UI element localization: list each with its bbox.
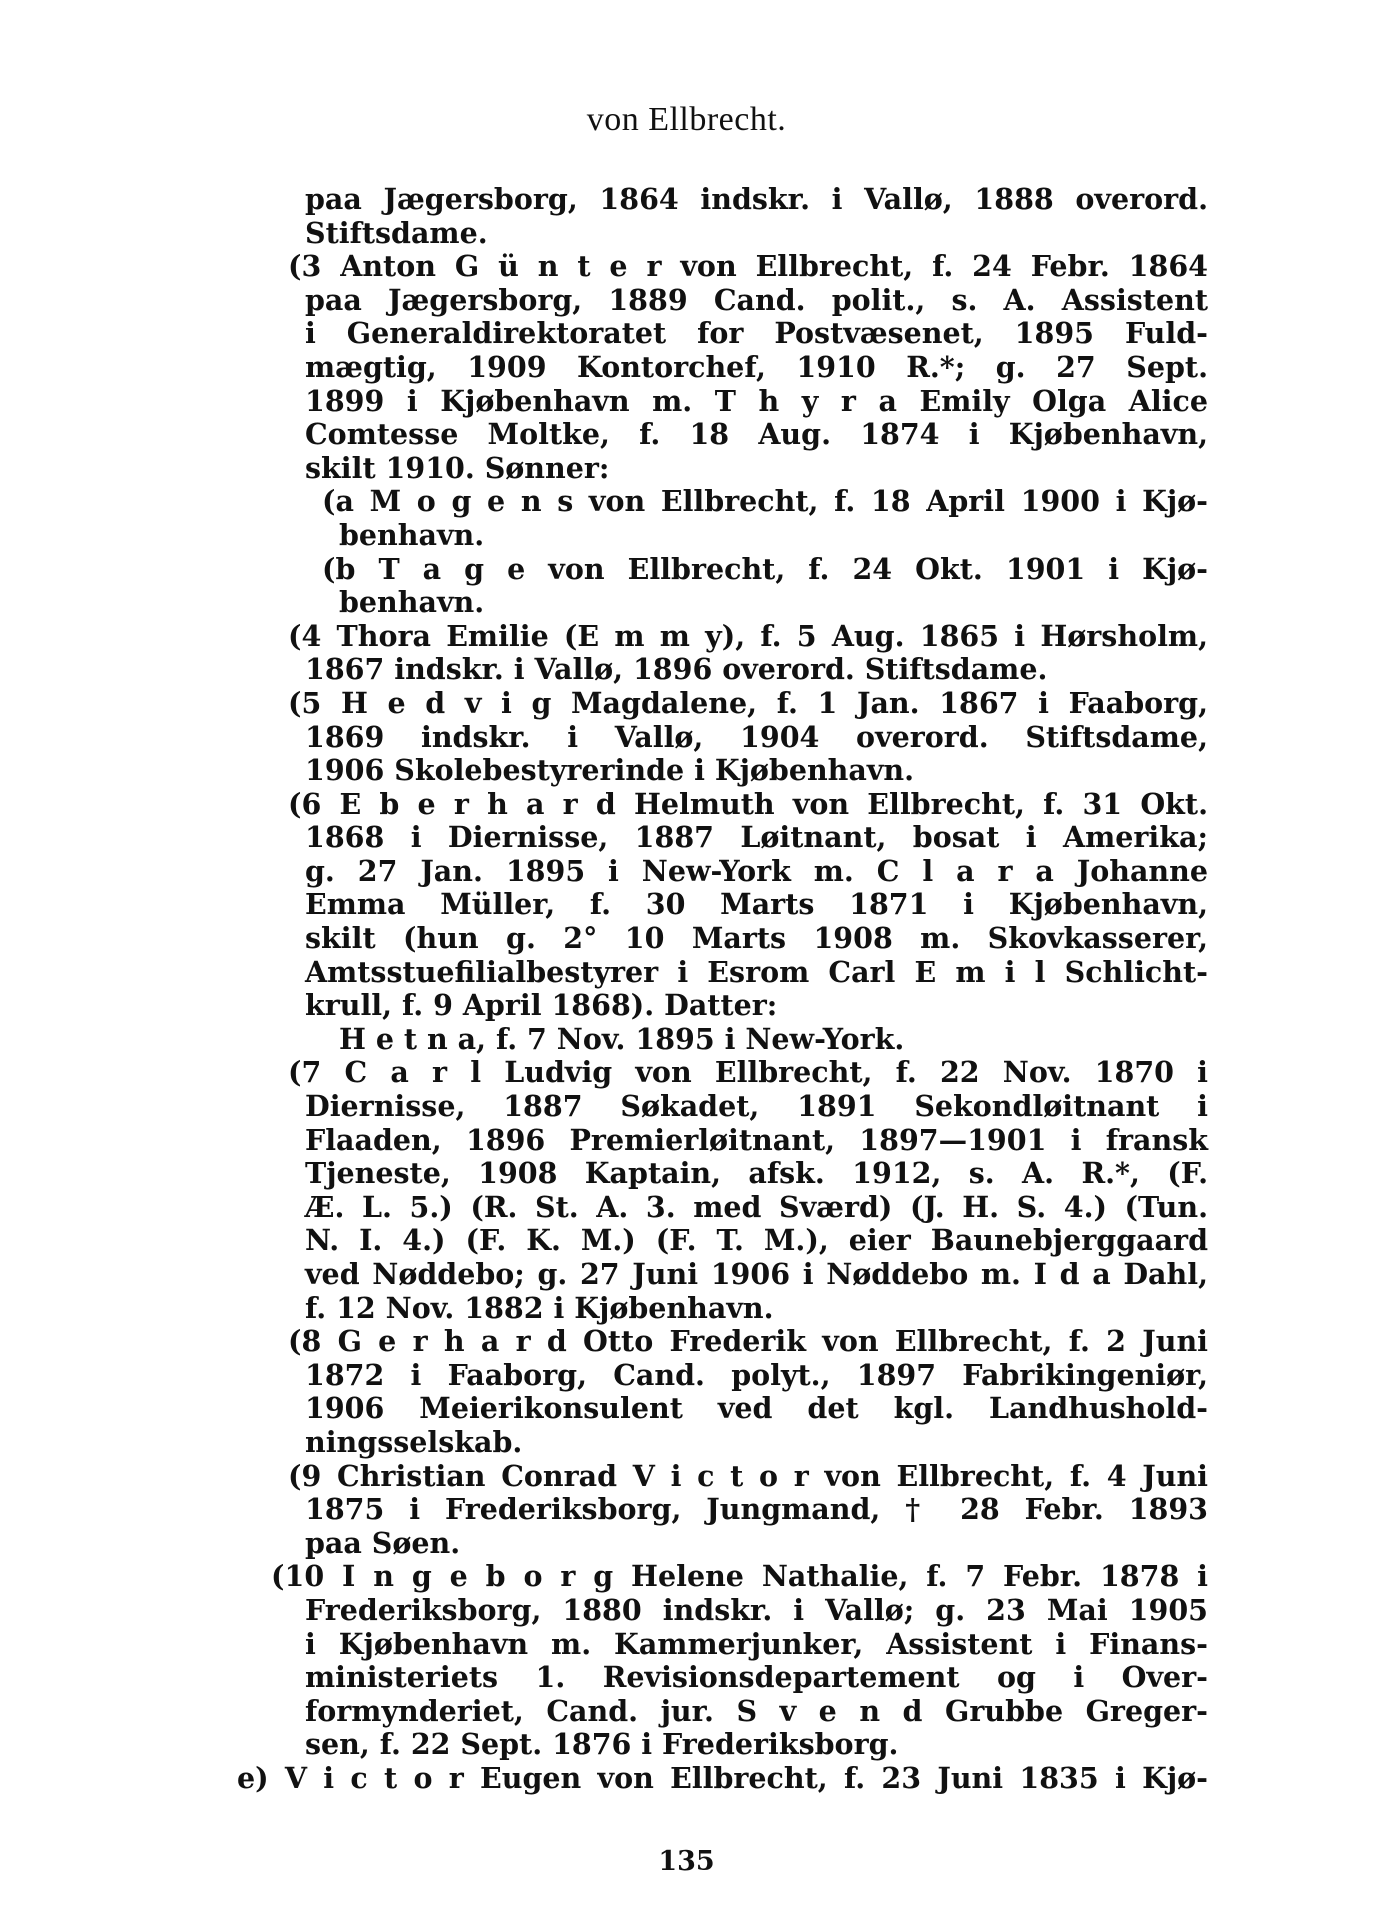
- text-line: 1875 i Frederiksborg, Jungmand, † 28 Febr. 1893: [305, 1492, 1208, 1527]
- text-line: ved Nøddebo; g. 27 Juni 1906 i Nøddebo m. I d a Dahl,: [305, 1257, 1208, 1291]
- text-line: 1868 i Diernisse, 1887 Løitnant, bosat i Amerika;: [305, 820, 1208, 855]
- text-line: benhavn.: [339, 517, 485, 552]
- text-line: i Kjøbenhavn m. Kammerjunker, Assistent i Finans-: [305, 1626, 1208, 1661]
- text-line: Comtesse Moltke, f. 18 Aug. 1874 i Kjøbenhavn,: [305, 417, 1208, 452]
- text-line: 1867 indskr. i Vallø, 1896 overord. Stiftsdame.: [305, 652, 1048, 687]
- text-line: 1872 i Faaborg, Cand. polyt., 1897 Fabrikingeniør,: [305, 1357, 1208, 1392]
- text-line: Flaaden, 1896 Premierløitnant, 1897—1901 i fransk: [305, 1122, 1208, 1157]
- text-line: (8 G e r h a r d Otto Frederik von Ellbrecht, f. 2 Juni: [288, 1324, 1208, 1359]
- text-line: Stiftsdame.: [305, 215, 488, 250]
- page-number: 135: [658, 1846, 715, 1877]
- text-line: (7 C a r l Ludvig von Ellbrecht, f. 22 Nov. 1870 i: [288, 1055, 1208, 1090]
- text-line: H e t n a, f. 7 Nov. 1895 i New-York.: [339, 1021, 905, 1056]
- text-line: (4 Thora Emilie (E m m y), f. 5 Aug. 1865 i Hørsholm,: [288, 618, 1208, 653]
- text-line: g. 27 Jan. 1895 i New-York m. C l a r a Johanne: [305, 853, 1208, 888]
- text-line: Amtsstuefilialbestyrer i Esrom Carl E m i l Schlicht-: [305, 954, 1208, 989]
- text-line: ministeriets 1. Revisionsdepartement og i Over-: [305, 1660, 1208, 1695]
- text-line: f. 12 Nov. 1882 i Kjøbenhavn.: [305, 1290, 774, 1325]
- text-line: paa Søen.: [305, 1525, 461, 1560]
- text-line: i Generaldirektoratet for Postvæsenet, 1895 Fuld-: [305, 316, 1208, 351]
- text-line: (3 Anton G ü n t e r von Ellbrecht, f. 24 Febr. 1864: [288, 249, 1208, 284]
- text-line: paa Jægersborg, 1864 indskr. i Vallø, 1888 overord.: [305, 182, 1208, 216]
- text-line: sen, f. 22 Sept. 1876 i Frederiksborg.: [305, 1727, 899, 1762]
- running-header: von Ellbrecht.: [586, 101, 787, 138]
- text-line: (9 Christian Conrad V i c t o r von Ellbrecht, f. 4 Juni: [288, 1458, 1208, 1493]
- text-line: 1899 i Kjøbenhavn m. T h y r a Emily Olga Alice: [305, 383, 1208, 418]
- text-line: ningsselskab.: [305, 1424, 523, 1459]
- text-line: paa Jægersborg, 1889 Cand. polit., s. A. Assistent: [305, 282, 1208, 317]
- text-line: Æ. L. 5.) (R. St. A. 3. med Sværd) (J. H. S. 4.) (Tun.: [305, 1189, 1208, 1224]
- text-line: skilt 1910. Sønner:: [305, 450, 610, 485]
- text-line: benhavn.: [339, 585, 485, 620]
- genealogy-text: [237, 182, 1208, 1796]
- text-line: 1906 Meierikonsulent ved det kgl. Landhushold-: [305, 1391, 1208, 1426]
- text-line: (b T a g e von Ellbrecht, f. 24 Okt. 1901 i Kjø-: [322, 551, 1208, 586]
- text-line: krull, f. 9 April 1868). Datter:: [305, 988, 778, 1023]
- text-line: 1906 Skolebestyrerinde i Kjøbenhavn.: [305, 753, 915, 788]
- text-line: Emma Müller, f. 30 Marts 1871 i Kjøbenhavn,: [305, 887, 1208, 922]
- text-line: (5 H e d v i g Magdalene, f. 1 Jan. 1867 i Faaborg,: [288, 685, 1208, 720]
- text-line: formynderiet, Cand. jur. S v e n d Grubbe Greger-: [305, 1693, 1208, 1728]
- text-line: (10 I n g e b o r g Helene Nathalie, f. 7 Febr. 1878 i: [271, 1559, 1208, 1594]
- text-line: (a M o g e n s von Ellbrecht, f. 18 April 1900 i Kjø-: [322, 484, 1208, 519]
- text-line: e) V i c t o r Eugen von Ellbrecht, f. 23 Juni 1835 i Kjø-: [237, 1760, 1208, 1795]
- text-line: mægtig, 1909 Kontorchef, 1910 R.*; g. 27 Sept.: [305, 349, 1208, 384]
- text-line: N. I. 4.) (F. K. M.) (F. T. M.), eier Baunebjerggaard: [305, 1223, 1208, 1258]
- text-line: (6 E b e r h a r d Helmuth von Ellbrecht, f. 31 Okt.: [288, 786, 1208, 821]
- text-line: Diernisse, 1887 Søkadet, 1891 Sekondløitnant i: [305, 1089, 1208, 1124]
- text-line: Frederiksborg, 1880 indskr. i Vallø; g. 23 Mai 1905: [305, 1592, 1208, 1627]
- text-line: 1869 indskr. i Vallø, 1904 overord. Stiftsdame,: [305, 719, 1208, 754]
- text-line: skilt (hun g. 2° 10 Marts 1908 m. Skovkasserer,: [305, 921, 1208, 956]
- text-line: Tjeneste, 1908 Kaptain, afsk. 1912, s. A. R.*, (F.: [305, 1156, 1208, 1191]
